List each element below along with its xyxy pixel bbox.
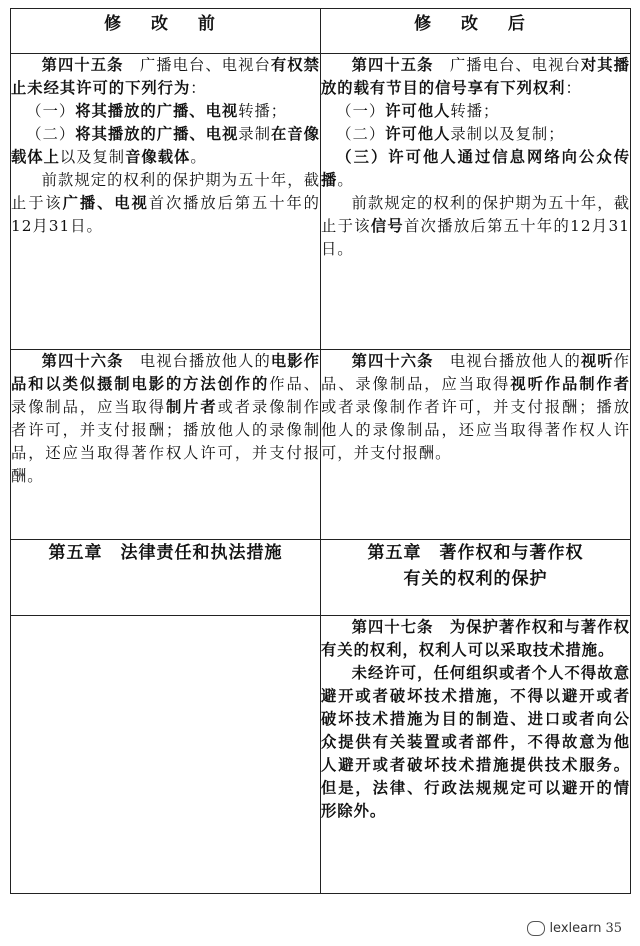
article-45-after-item2	[321, 123, 630, 146]
row-article-45	[11, 54, 631, 350]
text-run: 广播、电视	[62, 194, 149, 212]
text-run: 电影作品和以类似摄制电影的方法创作的	[11, 352, 320, 393]
text-run: 未经许可，任何组织或者个人不得故意避开或者破坏技术措施，不得以避开或者破坏技术措施为目的制造、进口或者向公众提供有关装置或者部件，不得故意为他人避开或者破坏技术措施提供技术服务。但是，法律、行政法规规定可以避开的情形除外。	[321, 664, 630, 820]
article-45-after	[321, 54, 631, 350]
article-47-after	[321, 616, 631, 894]
article-45-after-item3	[321, 146, 630, 192]
text-run: 在音像载体上	[11, 125, 320, 166]
article-45-before-item2	[11, 123, 320, 169]
article-45-before-p1	[11, 54, 320, 100]
text-run: 以及复制	[59, 148, 126, 166]
article-46-before	[11, 350, 321, 540]
article-45-before-term	[11, 169, 320, 238]
text-run: 首次播放后第五十年的12月31日。	[321, 217, 630, 258]
text-run: 制片者	[165, 398, 218, 416]
text-run: （三）许可他人通过信息网络向公众传播	[321, 148, 630, 189]
header-row	[11, 9, 631, 54]
chapter-5-before-title: 第五章 法律责任和执法措施	[48, 543, 283, 563]
chapter-5-after	[321, 540, 631, 616]
article-45-before	[11, 54, 321, 350]
article-47-after-p1	[321, 616, 630, 662]
article-46-before-p1	[11, 350, 320, 488]
text-run: 将其播放的广播、电视	[75, 125, 239, 143]
page-number: 35	[605, 921, 622, 936]
text-run: 或者录像制作者许可，并支付报酬；播放他人的录像制品，还应当取得著作权人许可，并支付报酬。	[321, 398, 630, 462]
text-run: 第四十六条	[41, 352, 124, 370]
text-run: 转播；	[450, 102, 500, 120]
comparison-table	[10, 8, 631, 894]
footer	[527, 921, 622, 936]
chapter-5-after-title-line1: 第五章 著作权和与著作权	[367, 543, 584, 563]
watermark-text: lexlearn	[549, 921, 602, 936]
article-47-after-p2	[321, 662, 630, 823]
header-before: 修 改 前	[11, 9, 321, 54]
text-run: 前款规定的权利的保护期为五十年，截止于该	[11, 171, 320, 212]
row-article-47	[11, 616, 631, 894]
wechat-icon	[527, 921, 545, 936]
text-run: 电视台播放他人的	[433, 352, 581, 370]
text-run: 广播电台、电视台	[123, 56, 271, 74]
article-45-before-item1	[11, 100, 320, 123]
text-run: 。	[190, 148, 207, 166]
text-run: ：	[565, 79, 582, 97]
text-run: 许可他人	[385, 102, 451, 120]
row-chapter-5	[11, 540, 631, 616]
chapter-5-before	[11, 540, 321, 616]
text-run: （一）	[336, 102, 386, 120]
text-run: （一）	[26, 102, 76, 120]
text-run: 视听作品制作者	[510, 375, 630, 393]
text-run: 第四十五条	[351, 56, 434, 74]
text-run: 转播；	[238, 102, 288, 120]
text-run: （二）	[26, 125, 76, 143]
text-run: 作品、录像制品，应当取得	[321, 352, 630, 393]
text-run: 第四十七条	[351, 618, 434, 636]
text-run: 第四十六条	[351, 352, 434, 370]
text-run: 为保护著作权和与著作权有关的权利，权利人可以采取技术措施。	[321, 618, 630, 659]
text-run: 或者录像制作者许可，并支付报酬；播放他人的录像制品，还应当取得著作权人许可，并支付报酬。	[11, 398, 320, 485]
article-45-after-item1	[321, 100, 630, 123]
text-run: 前款规定的权利的保护期为五十年，截止于该	[321, 194, 630, 235]
article-46-after	[321, 350, 631, 540]
header-after: 修 改 后	[321, 9, 631, 54]
text-run: （二）	[336, 125, 386, 143]
text-run: 许可他人	[385, 125, 451, 143]
text-run: 音像载体	[125, 148, 191, 166]
article-45-after-term	[321, 192, 630, 261]
text-run: 作品、录像制品，应当取得	[11, 375, 320, 416]
text-run: 对其播放的载有节目的信号享有下列权利	[321, 56, 630, 97]
text-run: 视听	[580, 352, 614, 370]
text-run: 将其播放的广播、电视	[75, 102, 239, 120]
text-run: 有权禁止未经其许可的下列行为	[11, 56, 320, 97]
chapter-5-after-title-line2: 有关的权利的保护	[403, 569, 548, 589]
text-run: ：	[190, 79, 207, 97]
text-run: 录制	[238, 125, 272, 143]
article-45-after-p1	[321, 54, 630, 100]
text-run: 广播电台、电视台	[433, 56, 581, 74]
text-run: 信号	[370, 217, 405, 235]
article-46-after-p1	[321, 350, 630, 465]
text-run: 电视台播放他人的	[123, 352, 271, 370]
text-run: 首次播放后第五十年的12月31日。	[11, 194, 320, 235]
text-run: 录制以及复制；	[450, 125, 565, 143]
article-47-before-empty	[11, 616, 321, 894]
row-article-46	[11, 350, 631, 540]
text-run: 。	[337, 171, 354, 189]
text-run: 第四十五条	[41, 56, 124, 74]
